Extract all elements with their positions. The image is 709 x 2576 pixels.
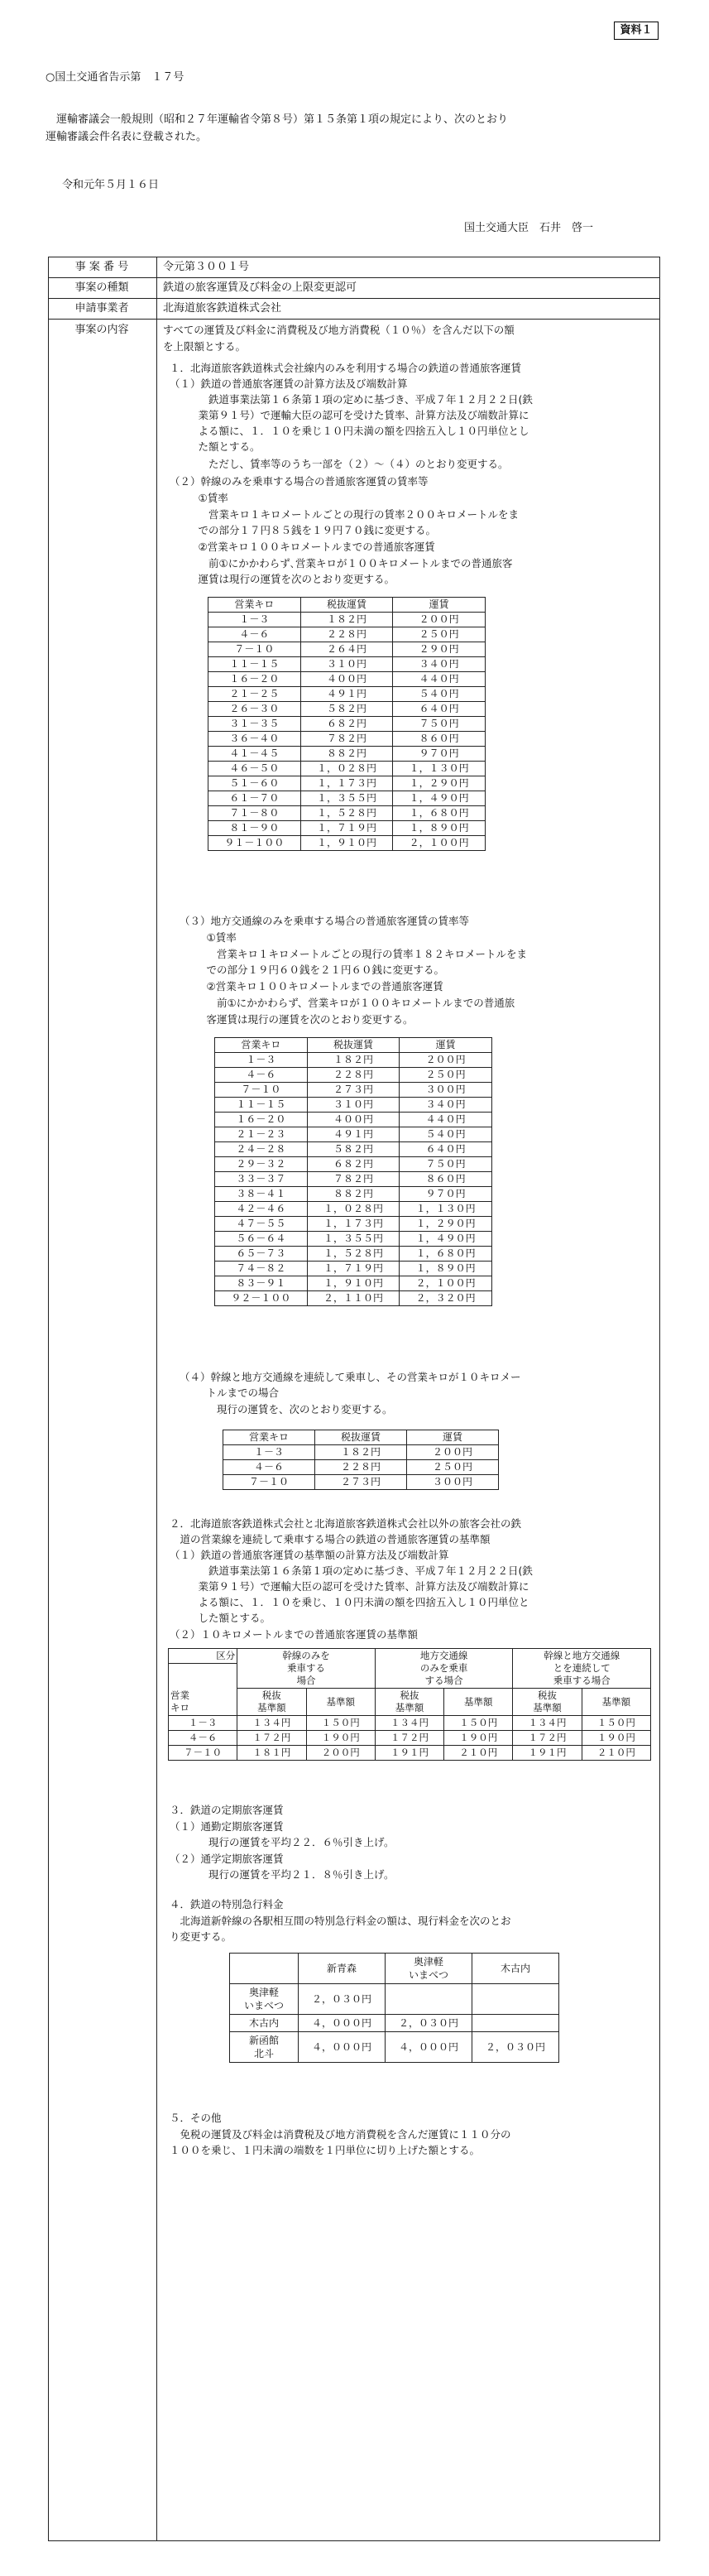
content-line: り変更する。 <box>170 1930 232 1943</box>
table-row <box>169 1716 651 1731</box>
table-row <box>208 717 486 732</box>
table-cell: １，１３０円 <box>393 762 486 776</box>
content-line: 道の営業線を連続して乗車する場合の鉄道の普通旅客運賃の基準額 <box>170 1533 491 1545</box>
table-cell: ７１－８０ <box>208 806 301 821</box>
table-cell: １８２円 <box>300 613 393 627</box>
table-cell: １，８９０円 <box>400 1262 492 1276</box>
fare-table-trunk <box>208 597 486 851</box>
table-cell: ２００円 <box>393 613 486 627</box>
table-cell: １，３５５円 <box>307 1232 400 1247</box>
column-header: 営業キロ <box>223 1430 315 1445</box>
table-header-row <box>208 598 486 613</box>
table-cell: 奥津軽 いまべつ <box>230 1984 299 2015</box>
table-cell: ６８２円 <box>307 1157 400 1172</box>
table-cell: ８８２円 <box>300 747 393 762</box>
table-cell: ２６－３０ <box>208 702 301 717</box>
table-cell: １，５２８円 <box>307 1247 400 1262</box>
table-cell: ２００円 <box>400 1053 492 1068</box>
table-cell: １－３ <box>223 1445 315 1460</box>
case-table <box>48 257 660 2541</box>
table-cell: １－３ <box>208 613 301 627</box>
table-cell: ９７０円 <box>400 1187 492 1202</box>
table-row <box>215 1262 492 1276</box>
table-cell: ７８２円 <box>300 732 393 747</box>
table-cell: ２，１００円 <box>400 1276 492 1291</box>
table-row <box>208 702 486 717</box>
table-cell: ２７３円 <box>307 1083 400 1098</box>
table-cell: ８１－９０ <box>208 821 301 836</box>
label-case-content: 事案の内容 <box>74 324 129 336</box>
table-cell: ５８２円 <box>300 702 393 717</box>
column-header: 税抜 基準額 <box>513 1689 582 1716</box>
table-cell: ４－６ <box>208 627 301 642</box>
table-cell: １５０円 <box>444 1716 513 1731</box>
row-case-type <box>49 278 659 299</box>
table-cell: ４１－４５ <box>208 747 301 762</box>
table-row <box>208 672 486 687</box>
table-row <box>215 1247 492 1262</box>
content-line: 業第９１号）で運輸大臣の認可を受けた賃率、計算方法及び端数計算に <box>188 409 529 421</box>
content-line: ①賃率 <box>188 492 228 504</box>
table-cell: ６４０円 <box>400 1142 492 1157</box>
table-cell: ３１－３５ <box>208 717 301 732</box>
table-cell: 新函館 北斗 <box>230 2032 299 2063</box>
table-cell: ３４０円 <box>393 657 486 672</box>
table-cell: ７－１０ <box>208 642 301 657</box>
table-cell: ２，３２０円 <box>400 1291 492 1306</box>
content-line: （２）１０キロメートルまでの普通旅客運賃の基準額 <box>170 1628 419 1641</box>
table-cell: ７４－８２ <box>215 1262 308 1276</box>
table-row <box>215 1127 492 1142</box>
table-cell: ２１－２５ <box>208 687 301 702</box>
table-cell: ５１－６０ <box>208 776 301 791</box>
intro-line-1: 運輸審議会一般規則（昭和２７年運輸省令第８号）第１５条第１項の規定により、次のとおり <box>46 113 509 126</box>
table-row <box>208 657 486 672</box>
table-row <box>208 687 486 702</box>
table-row <box>215 1098 492 1113</box>
table-cell: ２，１００円 <box>393 836 486 851</box>
column-header: 税抜 基準額 <box>237 1689 306 1716</box>
table-cell: ７－１０ <box>223 1475 315 1490</box>
table-row <box>223 1460 499 1475</box>
table-row <box>208 747 486 762</box>
base-fare-table <box>168 1648 651 1761</box>
table-cell: ３６－４０ <box>208 732 301 747</box>
table-row <box>208 642 486 657</box>
table-cell: ２１０円 <box>444 1746 513 1761</box>
table-cell: ３４０円 <box>400 1098 492 1113</box>
section-1-heading: １．北海道旅客鉄道株式会社線内のみを利用する場合の鉄道の普通旅客運賃 <box>170 362 522 374</box>
column-header: 運賃 <box>400 1038 492 1053</box>
table-cell: １７２円 <box>375 1731 443 1746</box>
column-header: 営業キロ <box>215 1038 308 1053</box>
table-row <box>215 1053 492 1068</box>
content-line: （２）幹線のみを乗車する場合の普通旅客運賃の賃率等 <box>170 475 429 488</box>
table-cell: ４９１円 <box>300 687 393 702</box>
column-header: 木古内 <box>472 1954 559 1984</box>
content-line: 現行の運賃を、次のとおり変更する。 <box>196 1403 393 1415</box>
table-cell: ２５０円 <box>400 1068 492 1083</box>
table-cell: ５８２円 <box>307 1142 400 1157</box>
content-line: した額とする。 <box>188 1612 271 1624</box>
group-trunk: 幹線のみを 乗車する 場合 <box>237 1649 376 1689</box>
row-applicant <box>49 299 659 320</box>
table-row <box>215 1113 492 1127</box>
table-cell: ４００円 <box>300 672 393 687</box>
table-cell: ４－６ <box>215 1068 308 1083</box>
table-cell: ４６－５０ <box>208 762 301 776</box>
content-line: 運賃は現行の運賃を次のとおり変更する。 <box>188 573 395 585</box>
table-cell <box>472 1984 559 2015</box>
table-cell: ４，０００円 <box>299 2015 386 2032</box>
table-cell: １，９１０円 <box>307 1276 400 1291</box>
table-cell: ８６０円 <box>400 1172 492 1187</box>
table-cell: ７－１０ <box>215 1083 308 1098</box>
table-cell: １９１円 <box>513 1746 582 1761</box>
intro-line-2: 運輸審議会件名表に登載された。 <box>46 131 208 143</box>
table-cell: １，８９０円 <box>393 821 486 836</box>
table-row <box>208 613 486 627</box>
label-case-type: 事案の種類 <box>74 281 129 294</box>
section-4-heading: （４）幹線と地方交通線を連続して乗車し、その営業キロが１０キロメー <box>180 1371 521 1383</box>
table-row <box>215 1187 492 1202</box>
content-line: を上限額とする。 <box>163 340 247 353</box>
content-line: 前①にかかわらず、営業キロが１００キロメートルまでの普通旅 <box>196 997 515 1009</box>
table-cell: １，１７３円 <box>300 776 393 791</box>
content-line: よる額に、１．１０を乗じ１０円未満の額を四捨五入し１０円単位とし <box>188 425 529 437</box>
table-cell: １５０円 <box>306 1716 375 1731</box>
table-cell: ２５０円 <box>393 627 486 642</box>
content-line: 鉄道事業法第１６条第１項の定めに基づき、平成７年１２月２２日(鉄 <box>188 393 533 406</box>
table-cell: ２５０円 <box>407 1460 499 1475</box>
table-cell: １１－１５ <box>215 1098 308 1113</box>
table-cell: ４，０００円 <box>299 2032 386 2063</box>
table-cell: ５４０円 <box>393 687 486 702</box>
table-cell <box>230 1954 299 1984</box>
table-cell: １８２円 <box>307 1053 400 1068</box>
table-cell: ４００円 <box>307 1113 400 1127</box>
table-cell: ２９０円 <box>393 642 486 657</box>
content-line: 鉄道事業法第１６条第１項の定めに基づき、平成７年１２月２２日(鉄 <box>188 1564 533 1577</box>
table-row <box>169 1746 651 1761</box>
content-line: 免税の運賃及び料金は消費税及び地方消費税を含んだ運賃に１１０分の <box>170 2128 511 2141</box>
table-cell: ８３－９１ <box>215 1276 308 1291</box>
content-line: での部分１９円６０銭を２１円６０銭に変更する。 <box>196 964 445 976</box>
column-header: 運賃 <box>393 598 486 613</box>
column-header: 運賃 <box>407 1430 499 1445</box>
table-cell: １３４円 <box>375 1716 443 1731</box>
table-row <box>215 1142 492 1157</box>
table-cell: ２６４円 <box>300 642 393 657</box>
table-cell: ４，０００円 <box>386 2032 472 2063</box>
table-cell: 木古内 <box>230 2015 299 2032</box>
content-line: た額とする。 <box>188 440 261 453</box>
table-cell: １７２円 <box>513 1731 582 1746</box>
table-cell: １，０２８円 <box>307 1202 400 1217</box>
content-line: 営業キロ１キロメートルごとの現行の賃率１８２キロメートルをま <box>196 948 528 960</box>
km-header: 営業 キロ <box>169 1664 237 1716</box>
table-cell: ６５－７３ <box>215 1247 308 1262</box>
table-row <box>230 2015 559 2032</box>
content-line: すべての運賃及び料金に消費税及び地方消費税（１０％）を含んだ以下の額 <box>163 324 515 336</box>
table-cell <box>472 2015 559 2032</box>
table-cell: ２１－２３ <box>215 1127 308 1142</box>
content-line: ただし、賃率等のうち一部を（２）～（４）のとおり変更する。 <box>188 458 509 470</box>
content-line: トルまでの場合 <box>196 1387 280 1399</box>
label-case-number: 事 案 番 号 <box>74 261 129 273</box>
table-cell: ６８２円 <box>300 717 393 732</box>
column-header: 基準額 <box>582 1689 650 1716</box>
table-cell: ２００円 <box>407 1445 499 1460</box>
table-row <box>215 1083 492 1098</box>
table-cell: １７２円 <box>237 1731 306 1746</box>
content-line: （１）鉄道の普通旅客運賃の基準額の計算方法及び端数計算 <box>170 1549 449 1561</box>
table-row <box>208 627 486 642</box>
table-cell: ４９１円 <box>307 1127 400 1142</box>
value-applicant: 北海道旅客鉄道株式会社 <box>163 302 282 315</box>
table-cell: １，１３０円 <box>400 1202 492 1217</box>
column-header: 税抜 基準額 <box>375 1689 443 1716</box>
content-line: （２）通学定期旅客運賃 <box>170 1853 284 1865</box>
express-fee-table <box>229 1953 559 2063</box>
table-header-row <box>215 1038 492 1053</box>
table-cell: ２，１１０円 <box>307 1291 400 1306</box>
table-cell: ９２－１００ <box>215 1291 308 1306</box>
table-cell: １，９１０円 <box>300 836 393 851</box>
table-cell: ２９－３２ <box>215 1157 308 1172</box>
table-cell: ３００円 <box>400 1083 492 1098</box>
table-cell: ３３－３７ <box>215 1172 308 1187</box>
table-header-row <box>223 1430 499 1445</box>
table-row <box>208 732 486 747</box>
table-cell: １－３ <box>215 1053 308 1068</box>
table-cell: ４４０円 <box>400 1113 492 1127</box>
section-4-heading: ４．鉄道の特別急行料金 <box>170 1898 284 1910</box>
table-cell <box>386 1984 472 2015</box>
value-case-number: 令元第３００１号 <box>163 261 250 273</box>
table-cell: ２，０３０円 <box>386 2015 472 2032</box>
table-cell: １６－２０ <box>215 1113 308 1127</box>
table-cell: １，４９０円 <box>400 1232 492 1247</box>
content-line: 営業キロ１キロメートルごとの現行の賃率２００キロメートルをま <box>188 508 520 521</box>
table-cell: １，３５５円 <box>300 791 393 806</box>
content-line: 業第９１号）で運輸大臣の認可を受けた賃率、計算方法及び端数計算に <box>188 1580 529 1593</box>
group-local: 地方交通線 のみを乗車 する場合 <box>375 1649 513 1689</box>
table-cell: ２２８円 <box>307 1068 400 1083</box>
table-row <box>208 821 486 836</box>
table-row <box>223 1445 499 1460</box>
table-cell: １８２円 <box>315 1445 407 1460</box>
content-line: １００を乗じ、１円未満の端数を１円単位に切り上げた額とする。 <box>170 2144 481 2156</box>
content-line: ②営業キロ１００キロメートルまでの普通旅客運賃 <box>188 541 435 553</box>
table-cell: ７５０円 <box>400 1157 492 1172</box>
table-row <box>208 762 486 776</box>
table-cell: １，４９０円 <box>393 791 486 806</box>
content-line: 現行の運賃を平均２２．６％引き上げ。 <box>188 1836 395 1848</box>
table-cell: １，７１９円 <box>300 821 393 836</box>
fare-table-local <box>214 1037 492 1306</box>
table-cell: １１－１５ <box>208 657 301 672</box>
document-tag: 資料１ <box>614 22 659 40</box>
table-row <box>208 791 486 806</box>
table-cell: ２４－２８ <box>215 1142 308 1157</box>
signer: 国土交通大臣 石井 啓一 <box>464 222 594 234</box>
table-row <box>215 1172 492 1187</box>
column-header: 税抜運賃 <box>315 1430 407 1445</box>
table-cell: ６１－７０ <box>208 791 301 806</box>
column-header: 税抜運賃 <box>300 598 393 613</box>
table-cell: １，０２８円 <box>300 762 393 776</box>
content-line: 北海道新幹線の各駅相互間の特別急行料金の額は、現行料金を次のとお <box>170 1915 511 1927</box>
column-header: 基準額 <box>306 1689 375 1716</box>
table-cell: １９０円 <box>582 1731 650 1746</box>
table-cell: １，２９０円 <box>400 1217 492 1232</box>
column-header: 新青森 <box>299 1954 386 1984</box>
notice-date: 令和元年５月１６日 <box>62 179 160 191</box>
table-row <box>215 1217 492 1232</box>
notice-number: ○国土交通省告示第 １７号 <box>46 71 184 84</box>
table-cell: ４２－４６ <box>215 1202 308 1217</box>
table-row <box>230 1984 559 2015</box>
table-row <box>208 776 486 791</box>
content-line: 前①にかかわらず､営業キロが１００キロメートルまでの普通旅客 <box>188 557 513 570</box>
table-cell: １－３ <box>169 1716 237 1731</box>
table-cell: ４－６ <box>223 1460 315 1475</box>
table-cell: ２００円 <box>306 1746 375 1761</box>
table-cell: ４７－５５ <box>215 1217 308 1232</box>
group-mixed: 幹線と地方交通線 とを連続して 乗車する場合 <box>513 1649 651 1689</box>
table-cell: １９０円 <box>444 1731 513 1746</box>
table-row <box>230 2032 559 2063</box>
table-row <box>223 1475 499 1490</box>
table-cell: ５６－６４ <box>215 1232 308 1247</box>
section-5-heading: ５．その他 <box>170 2112 222 2124</box>
table-cell: ５４０円 <box>400 1127 492 1142</box>
column-header: 税抜運賃 <box>307 1038 400 1053</box>
table-cell: １３４円 <box>237 1716 306 1731</box>
section-3-heading: ３．鉄道の定期旅客運賃 <box>170 1804 284 1816</box>
table-cell: ７－１０ <box>169 1746 237 1761</box>
table-cell: ２２８円 <box>315 1460 407 1475</box>
section-3-heading: （３）地方交通線のみを乗車する場合の普通旅客運賃の賃率等 <box>180 915 470 927</box>
table-cell: ４４０円 <box>393 672 486 687</box>
table-cell: １，７１９円 <box>307 1262 400 1276</box>
table-row <box>169 1731 651 1746</box>
table-cell: １，１７３円 <box>307 1217 400 1232</box>
section-2-heading: ２．北海道旅客鉄道株式会社と北海道旅客鉄道株式会社以外の旅客会社の鉄 <box>170 1517 522 1530</box>
content-line: 現行の運賃を平均２１．８％引き上げ。 <box>188 1868 395 1881</box>
table-row <box>208 806 486 821</box>
table-row <box>215 1068 492 1083</box>
table-cell: １，６８０円 <box>400 1247 492 1262</box>
content-line: 客運賃は現行の運賃を次のとおり変更する。 <box>196 1013 414 1026</box>
table-cell: １６－２０ <box>208 672 301 687</box>
table-cell: ８６０円 <box>393 732 486 747</box>
table-cell: ３１０円 <box>300 657 393 672</box>
table-row <box>215 1157 492 1172</box>
content-line: ②営業キロ１００キロメートルまでの普通旅客運賃 <box>196 980 443 992</box>
table-cell: ４－６ <box>169 1731 237 1746</box>
table-cell: ３００円 <box>407 1475 499 1490</box>
column-header: 基準額 <box>444 1689 513 1716</box>
row-case-number <box>49 257 659 278</box>
table-cell: ２２８円 <box>300 627 393 642</box>
table-cell: ９１－１００ <box>208 836 301 851</box>
table-cell: ２７３円 <box>315 1475 407 1490</box>
column-header: 営業キロ <box>208 598 301 613</box>
table-cell: ７８２円 <box>307 1172 400 1187</box>
table-row <box>215 1291 492 1306</box>
table-row <box>215 1202 492 1217</box>
table-cell: ８８２円 <box>307 1187 400 1202</box>
table-cell: １，６８０円 <box>393 806 486 821</box>
table-cell: ２１０円 <box>582 1746 650 1761</box>
table-cell: １３４円 <box>513 1716 582 1731</box>
content-line: での部分１７円８５銭を１９円７０銭に変更する。 <box>188 524 437 536</box>
content-line: よる額に、１．１０を乗じ、１０円未満の額を四捨五入し１０円単位と <box>188 1596 529 1608</box>
table-cell: １，２９０円 <box>393 776 486 791</box>
table-cell: ２，０３０円 <box>472 2032 559 2063</box>
table-cell: ２，０３０円 <box>299 1984 386 2015</box>
table-cell: １９０円 <box>306 1731 375 1746</box>
value-case-type: 鉄道の旅客運賃及び料金の上限変更認可 <box>163 281 357 294</box>
content-line: （１）鉄道の普通旅客運賃の計算方法及び端数計算 <box>170 377 408 390</box>
content-line: （１）通勤定期旅客運賃 <box>170 1820 284 1833</box>
table-cell: ９７０円 <box>393 747 486 762</box>
content-line: ①賃率 <box>196 931 237 944</box>
label-applicant: 申請事業者 <box>74 302 129 315</box>
corner-label: 区分 <box>169 1649 237 1664</box>
table-header-row <box>230 1954 559 1984</box>
table-cell: ３８－４１ <box>215 1187 308 1202</box>
table-row <box>215 1276 492 1291</box>
table-row <box>215 1232 492 1247</box>
table-cell: １，５２８円 <box>300 806 393 821</box>
table-cell: ３１０円 <box>307 1098 400 1113</box>
table-cell: １９１円 <box>375 1746 443 1761</box>
column-header: 奥津軽 いまべつ <box>386 1954 472 1984</box>
table-cell: １８１円 <box>237 1746 306 1761</box>
fare-table-mixed <box>223 1430 499 1490</box>
table-row <box>208 836 486 851</box>
column-divider <box>156 257 157 2540</box>
table-cell: １５０円 <box>582 1716 650 1731</box>
table-cell: ７５０円 <box>393 717 486 732</box>
table-cell: ６４０円 <box>393 702 486 717</box>
